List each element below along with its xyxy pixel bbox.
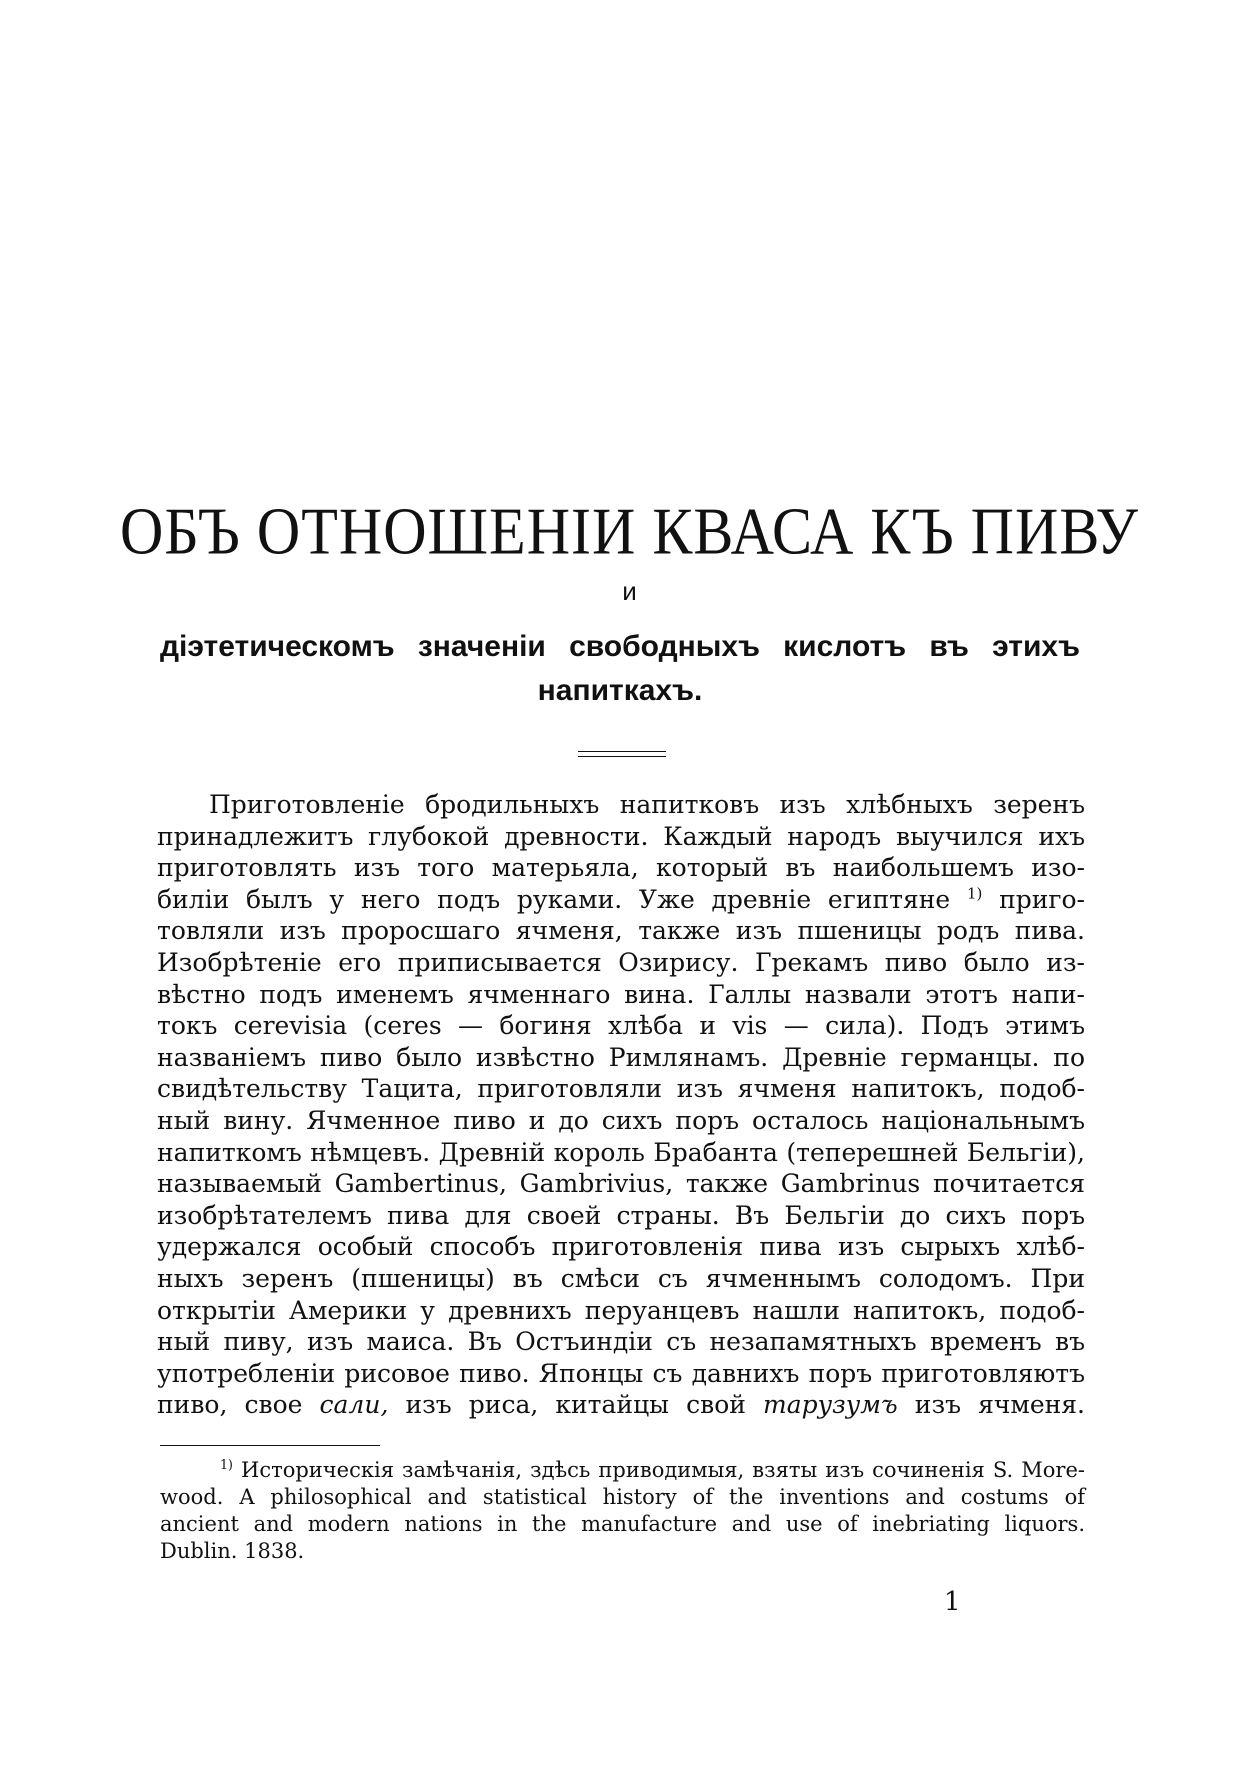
footnote-text: Историческія замѣчанія, здѣсь приводимыя, взяты изъ сочиненія S. More-: [241, 1458, 1085, 1482]
text-segment: изъ риса, китайцы свой: [405, 1390, 746, 1420]
text-segment: биліи былъ у него подъ руками. Уже древніе египтяне: [157, 884, 951, 914]
footnote-line: wood. A philosophical and statistical history of the inventions and costums of: [160, 1485, 1085, 1509]
text-line: употребленіи рисовое пиво. Японцы съ давнихъ поръ приготовляютъ: [157, 1358, 1085, 1388]
italic-term: тарузумъ: [763, 1390, 898, 1420]
text-line: изобрѣтателемъ пива для своей страны. Въ Бельгіи до сихъ поръ: [157, 1200, 1085, 1230]
footnote-separator: [160, 1445, 380, 1446]
text-line: открытіи Америки у древнихъ перуанцевъ нашли напитокъ, подоб-: [157, 1295, 1085, 1325]
subtitle-line-1: [160, 625, 1080, 669]
text-line: ный вину. Ячменное пиво и до сихъ поръ осталось національнымъ: [157, 1105, 1085, 1135]
text-line: вѣстно подъ именемъ ячменнаго вина. Галлы назвали этотъ напи-: [157, 979, 1085, 1009]
text-line: удержался особый способъ приготовленія пива изъ сырыхъ хлѣб-: [157, 1232, 1085, 1262]
subtitle-word: свободныхъ: [569, 630, 760, 663]
text-segment: изъ ячменя.: [914, 1390, 1085, 1420]
text-line: ный пиву, изъ маиса. Въ Остъиндіи съ незапамятныхъ временъ въ: [157, 1327, 1085, 1357]
text-line: приготовлять изъ того матерьяла, который въ наибольшемъ изо-: [157, 853, 1085, 883]
text-line-with-note: [157, 884, 1085, 916]
text-line: названіемъ пиво было извѣстно Римлянамъ. Древніе германцы. по: [157, 1042, 1085, 1072]
subtitle: [160, 625, 1080, 713]
subtitle-word: кислотъ: [783, 630, 907, 663]
page-number: 1: [944, 1587, 961, 1617]
text-line: токъ cerevisia (ceres — богиня хлѣба и vis — сила). Подъ этимъ: [157, 1011, 1085, 1041]
text-segment: пиво, свое: [157, 1390, 303, 1420]
subtitle-word: этихъ: [992, 630, 1080, 663]
footnote: [160, 1457, 1085, 1565]
text-line: называемый Gambertinus, Gambrivius, также Gambrinus почитается: [157, 1169, 1085, 1199]
text-line: ныхъ зеренъ (пшеницы) въ смѣси съ ячменнымъ солодомъ. При: [157, 1263, 1085, 1293]
page-title: ОБЪ ОТНОШЕНІИ КВАСА КЪ ПИВУ: [120, 494, 1139, 569]
footnote-line: [160, 1457, 1085, 1484]
text-line-last: [157, 1389, 1085, 1421]
text-line: напиткомъ нѣмцевъ. Древній король Брабанта (теперешней Бельгіи),: [157, 1137, 1085, 1167]
subtitle-word: въ: [929, 630, 969, 663]
body-paragraph: [157, 789, 1085, 1421]
text-line: товляли изъ проросшаго ячменя, также изъ пшеницы родъ пива.: [157, 916, 1085, 946]
text-segment: приго-: [999, 884, 1085, 914]
italic-term: сали,: [319, 1390, 389, 1420]
subtitle-line-2: напиткахъ.: [537, 674, 703, 707]
title-conjunction: и: [622, 576, 637, 606]
section-divider: [578, 751, 666, 757]
text-line: Изобрѣтеніе его приписывается Озирису. Грекамъ пиво было из-: [157, 947, 1085, 977]
text-line: принадлежитъ глубокой древности. Каждый народъ выучился ихъ: [157, 821, 1085, 851]
footnote-reference: 1): [966, 884, 983, 903]
subtitle-word: діэтетическомъ: [160, 630, 395, 663]
footnote-line: Dublin. 1838.: [160, 1539, 305, 1563]
text-line: Приготовленіе бродильныхъ напитковъ изъ хлѣбныхъ зеренъ: [209, 790, 1085, 819]
footnote-marker: 1): [220, 1457, 233, 1472]
text-line: свидѣтельству Тацита, приготовляли изъ ячменя напитокъ, подоб-: [157, 1074, 1085, 1104]
footnote-line: ancient and modern nations in the manufacture and use of inebriating liquors.: [160, 1512, 1085, 1536]
subtitle-word: значеніи: [417, 630, 546, 663]
